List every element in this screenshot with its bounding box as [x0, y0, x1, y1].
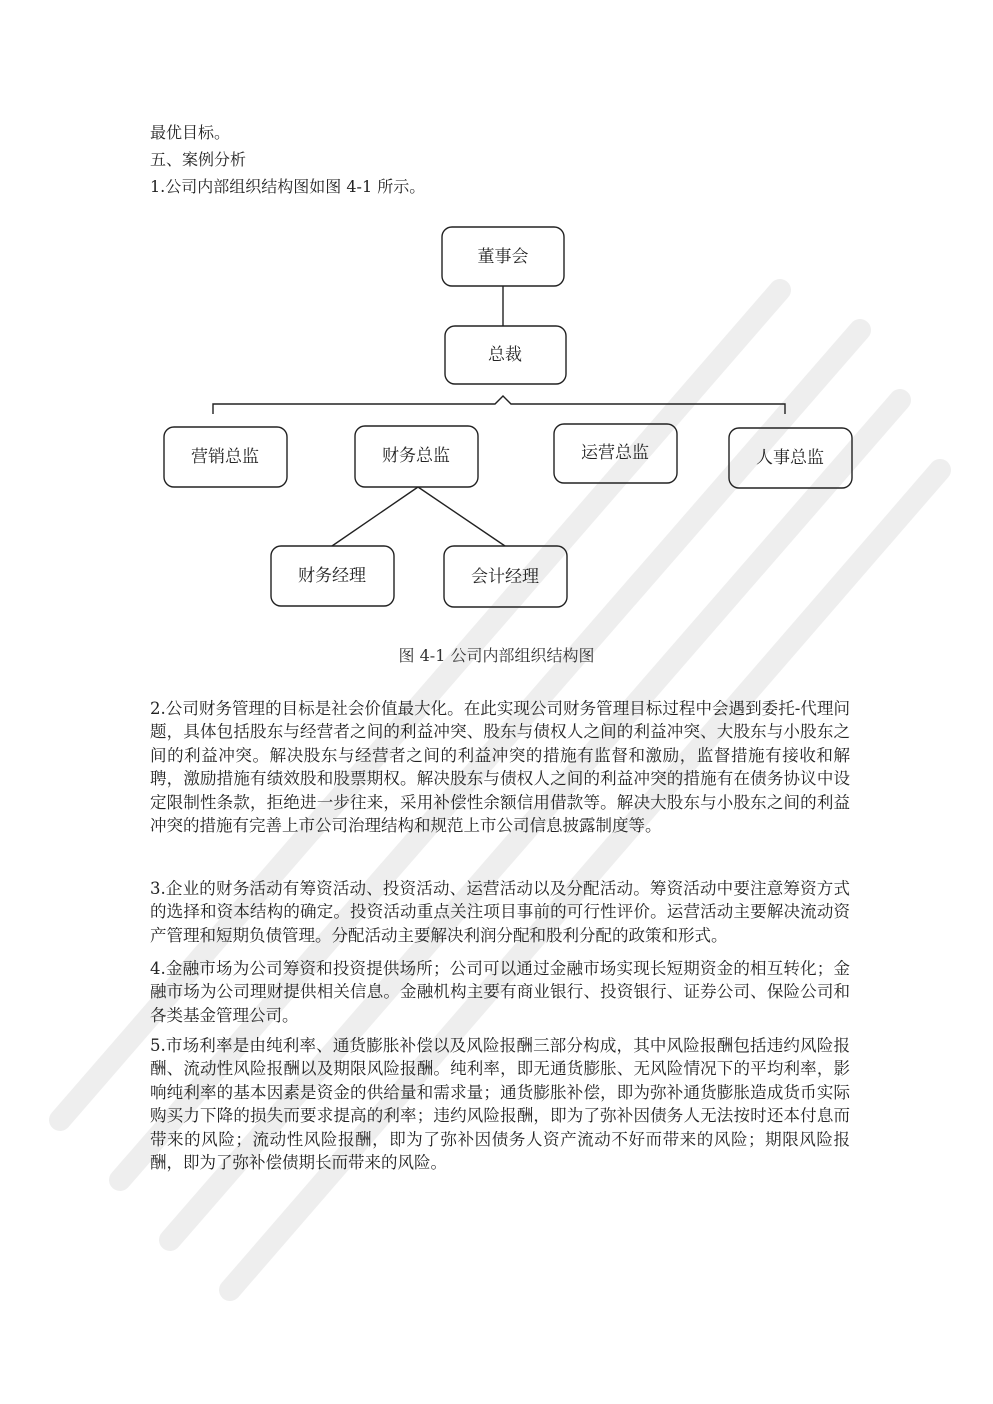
section-heading: 五、案例分析 — [150, 150, 247, 169]
paragraph-3: 3.企业的财务活动有筹资活动、投资活动、运营活动以及分配活动。筹资活动中要注意筹资方式的选择和资本结构的确定。投资活动重点关注项目事前的可行性评价。运营活动主要解决流动资产管理和短期负债管理。分配活动主要解决利润分配和股利分配的政策和形式。 — [150, 879, 850, 945]
label-finance-manager: 财务经理 — [298, 566, 366, 586]
label-finance: 财务总监 — [382, 446, 450, 466]
paragraph-4: 4.金融市场为公司筹资和投资提供场所；公司可以通过金融市场实现长短期资金的相互转化；金融市场为公司理财提供相关信息。金融机构主要有商业银行、投资银行、证券公司、保险公司和各类基金管理公司。 — [150, 959, 850, 1025]
item-1-text: 1.公司内部组织结构图如图 4-1 所示。 — [150, 177, 426, 196]
connector-finance-am — [418, 487, 505, 546]
label-marketing: 营销总监 — [191, 447, 259, 467]
label-hr: 人事总监 — [756, 448, 824, 468]
figure-caption: 图 4-1 公司内部组织结构图 — [398, 646, 595, 665]
paragraph-5: 5.市场利率是由纯利率、通货膨胀补偿以及风险报酬三部分构成，其中风险报酬包括违约风险报酬、流动性风险报酬以及期限风险报酬。纯利率，即无通货膨胀、无风险情况下的平均利率，影响纯利率的基本因素是资金的供给量和需求量；通货膨胀补偿，即为弥补通货膨胀造成货币实际购买力下降的损失而要求提高的利率；违约风险报酬，即为了弥补因债务人无法按时还本付息而带来的风险；流动性风险报酬，即为了弥补因债务人资产流动不好而带来的风险；期限风险报酬，即为了弥补偿债期长而带来的风险。 — [150, 1036, 850, 1173]
label-accounting-manager: 会计经理 — [471, 567, 539, 587]
label-board: 董事会 — [477, 247, 529, 267]
label-president: 总裁 — [488, 345, 522, 365]
text-line-optimal-goal: 最优目标。 — [150, 123, 231, 142]
connector-bracket — [213, 396, 785, 414]
connector-finance-fm — [332, 487, 418, 546]
paragraph-2: 2.公司财务管理的目标是社会价值最大化。在此实现公司财务管理目标过程中会遇到委托-代理问题，具体包括股东与经营者之间的利益冲突、股东与债权人之间的利益冲突、大股东与小股东之间的利益冲突。解决股东与经营者之间的利益冲突的措施有监督和激励，监督措施有接收和解聘，激励措施有绩效股和股票期权。解决股东与债权人之间的利益冲突的措施有在债务协议中设定限制性条款，拒绝进一步往来，采用补偿性余额信用借款等。解决大股东与小股东之间的利益冲突的措施有完善上市公司治理结构和规范上市公司信息披露制度等。 — [150, 699, 850, 836]
label-operations: 运营总监 — [581, 443, 649, 463]
